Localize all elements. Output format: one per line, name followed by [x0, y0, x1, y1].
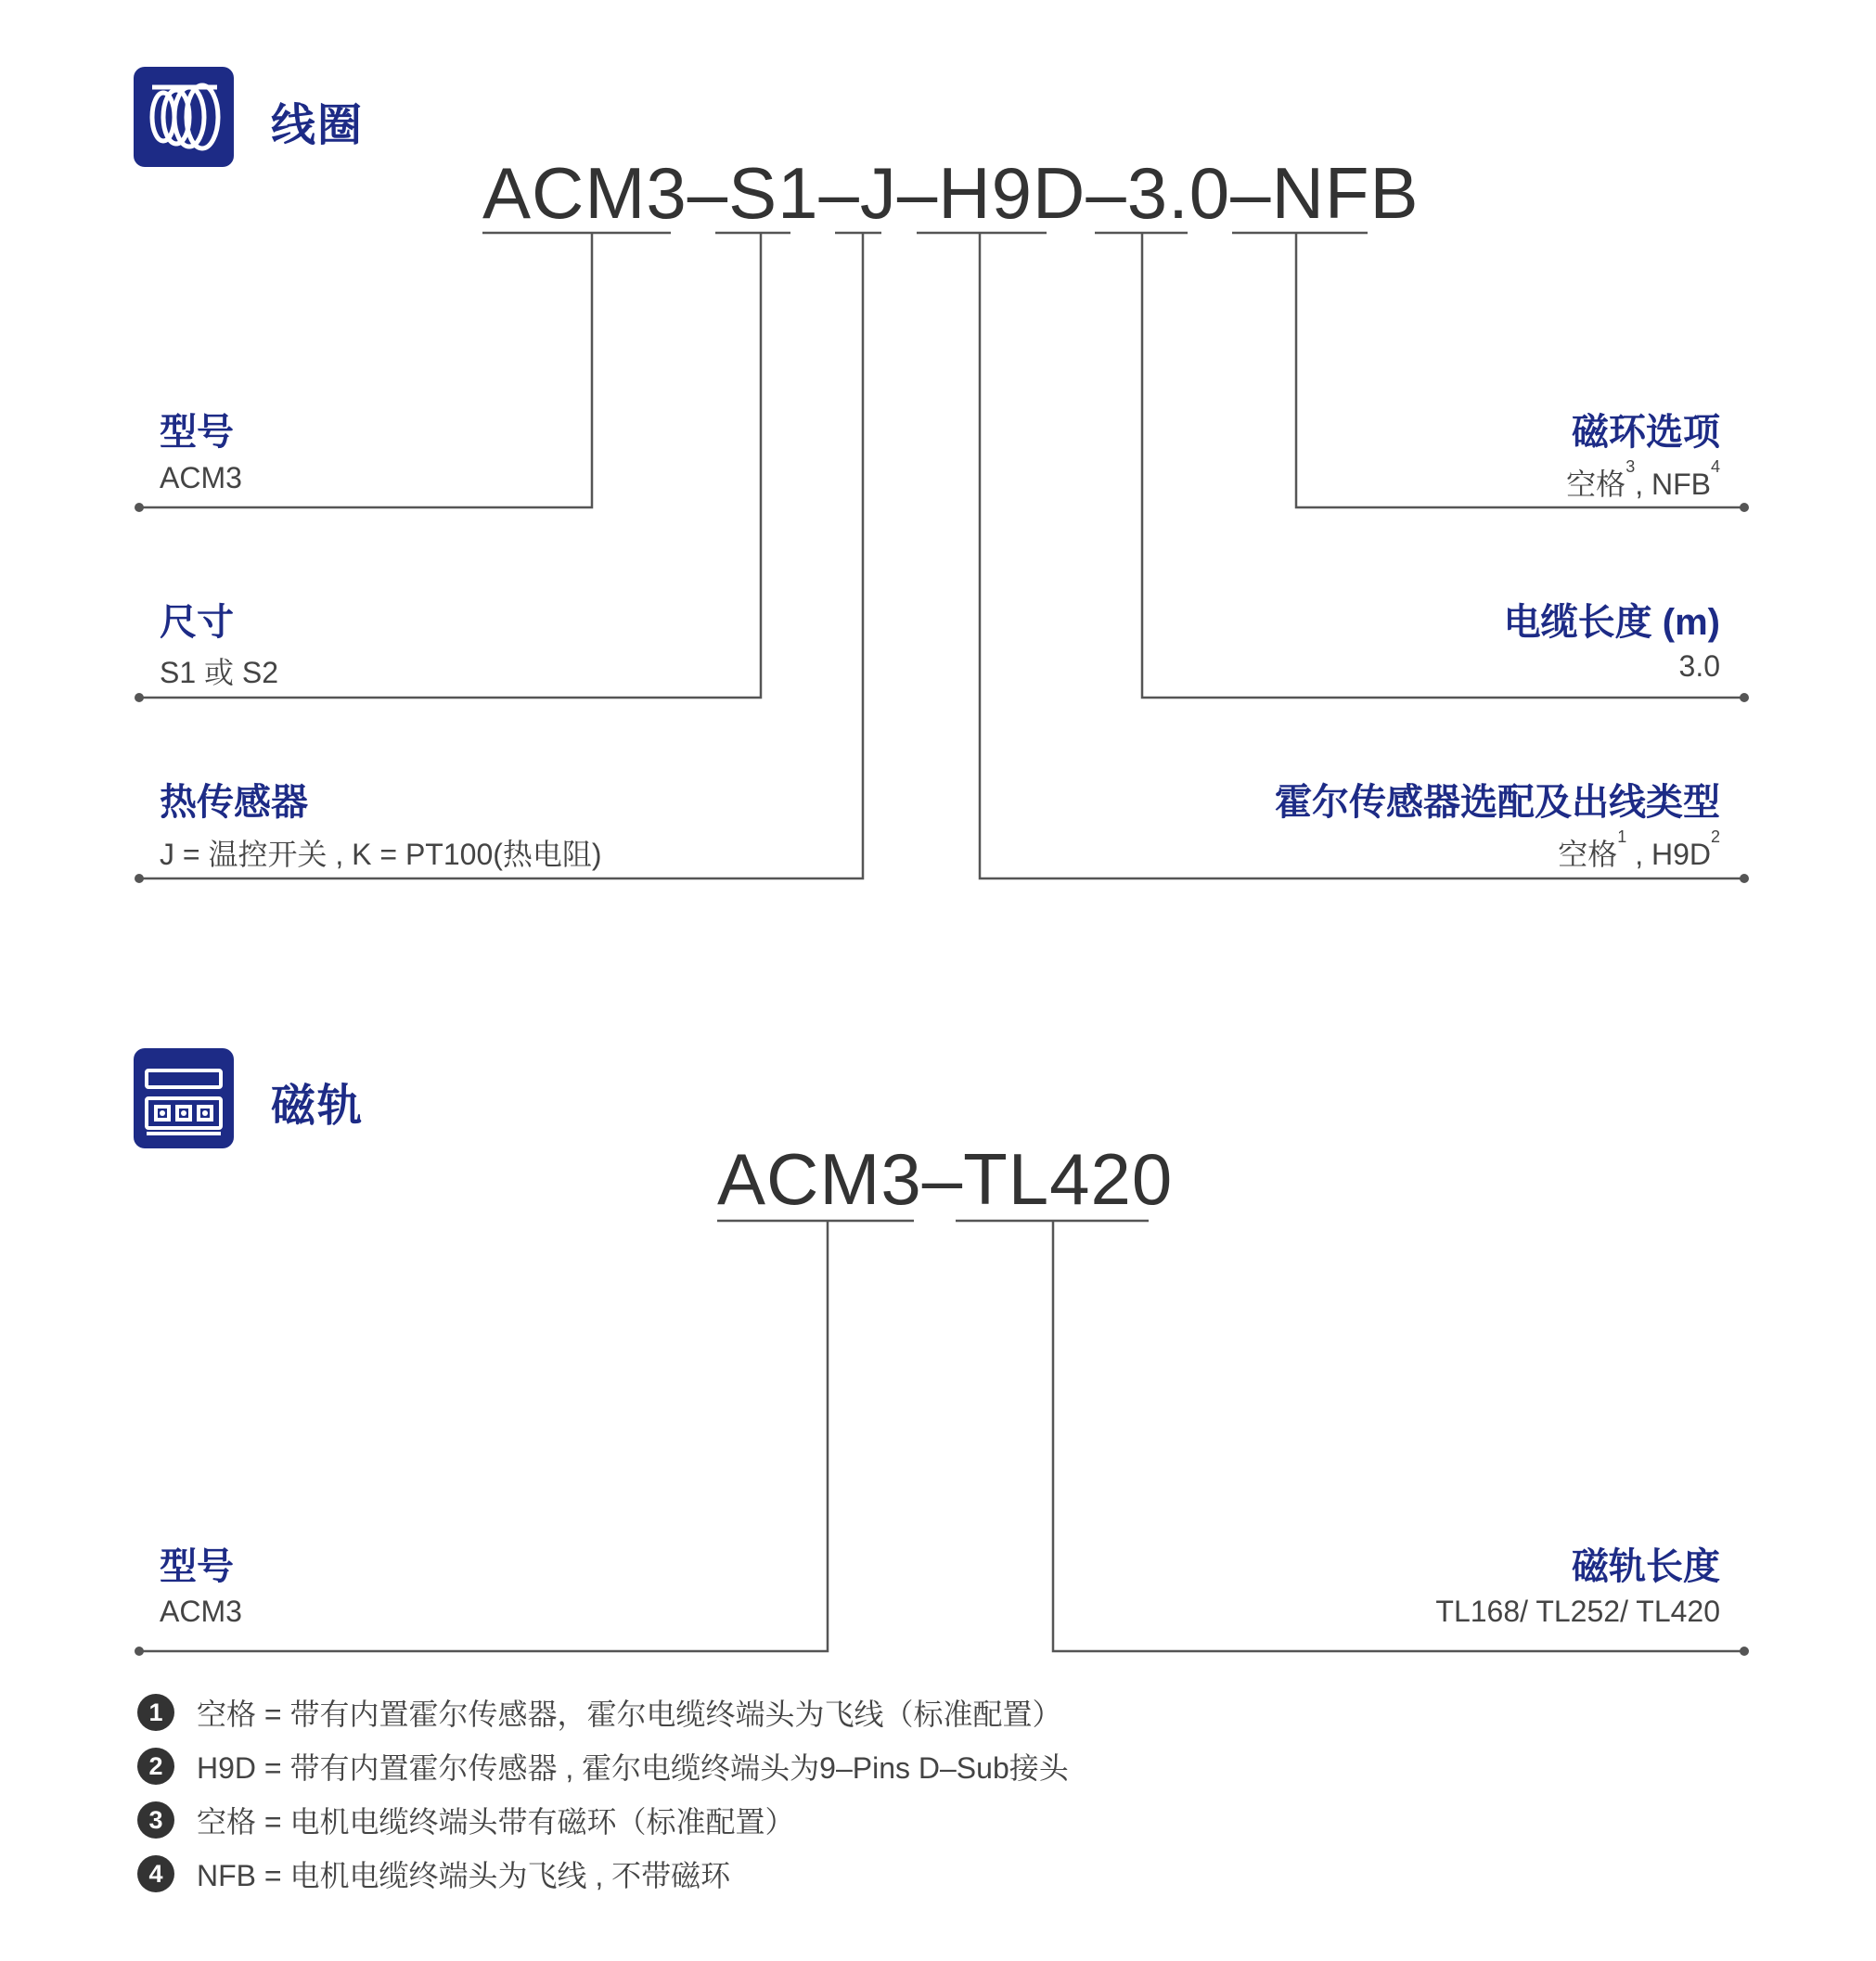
track-seg-acm3: ACM3 — [717, 1138, 922, 1220]
footnote-1 — [137, 1692, 1061, 1733]
magnetic-track-icon — [134, 1048, 234, 1148]
coil-title: 线圈 — [271, 101, 365, 150]
footnote-text: NFB = 电机电缆终端头为飞线 , 不带磁环 — [197, 1859, 731, 1892]
footnote-2 — [137, 1746, 1069, 1787]
field-model-value: ACM3 — [160, 461, 242, 494]
footnote-text: H9D = 带有内置霍尔传感器 , 霍尔电缆终端头为9–Pins D–Sub接头 — [197, 1751, 1069, 1785]
track-model-label: 型号 — [160, 1546, 234, 1587]
footnote-number: 3 — [137, 1801, 174, 1839]
code-seg-size: S1 — [728, 152, 819, 234]
track-model-value: ACM3 — [160, 1595, 242, 1628]
footnote-number: 2 — [137, 1748, 174, 1785]
code-seg-ferrite: NFB — [1271, 152, 1420, 234]
footnote-number: 1 — [137, 1694, 174, 1731]
code-seg-length: 3.0 — [1126, 152, 1231, 234]
footnote-text: 空格 = 电机电缆终端头带有磁环（标准配置） — [197, 1805, 795, 1839]
code-seg-hall: H9D — [938, 152, 1086, 234]
track-seg-length: TL420 — [963, 1138, 1174, 1220]
field-ferrite-label: 磁环选项 — [1572, 412, 1720, 453]
track-model-code: ACM3–TL420 — [717, 1138, 1174, 1220]
field-thermal-value: J = 温控开关 , K = PT100(热电阻) — [160, 838, 602, 871]
footnote-3 — [137, 1800, 794, 1840]
field-hall-value: 空格$^1$ , $H9D^2$ — [1558, 827, 1720, 871]
coil-icon — [134, 67, 234, 167]
coil-model-code: ACM3–S1–J–H9D–3.0–NFB — [482, 152, 1420, 234]
track-length-label: 磁轨长度 — [1572, 1546, 1720, 1587]
field-thermal-label: 热传感器 — [160, 782, 308, 823]
code-seg-acm3: ACM3 — [482, 152, 687, 234]
footnote-text: 空格 = 带有内置霍尔传感器，霍尔电缆终端头为飞线（标准配置） — [197, 1698, 1062, 1731]
field-ferrite-value: 空格$^3$, NFB$^4$ — [1566, 457, 1720, 501]
track-length-value: TL168/ TL252/ TL420 — [1435, 1595, 1720, 1628]
footnote-4 — [137, 1853, 730, 1894]
field-cable-length-value: 3.0 — [1678, 649, 1720, 683]
footnote-number: 4 — [137, 1855, 174, 1892]
field-hall-label: 霍尔传感器选配及出线类型 — [1275, 782, 1720, 823]
field-size-label: 尺寸 — [160, 602, 234, 643]
track-title: 磁轨 — [271, 1082, 365, 1131]
field-model-label: 型号 — [160, 412, 234, 453]
field-cable-length-label: 电缆长度 (m) — [1503, 602, 1720, 643]
connector-track-model — [139, 1221, 828, 1651]
code-seg-thermal: J — [859, 152, 897, 234]
field-size-value: S1 或 S2 — [160, 656, 279, 689]
